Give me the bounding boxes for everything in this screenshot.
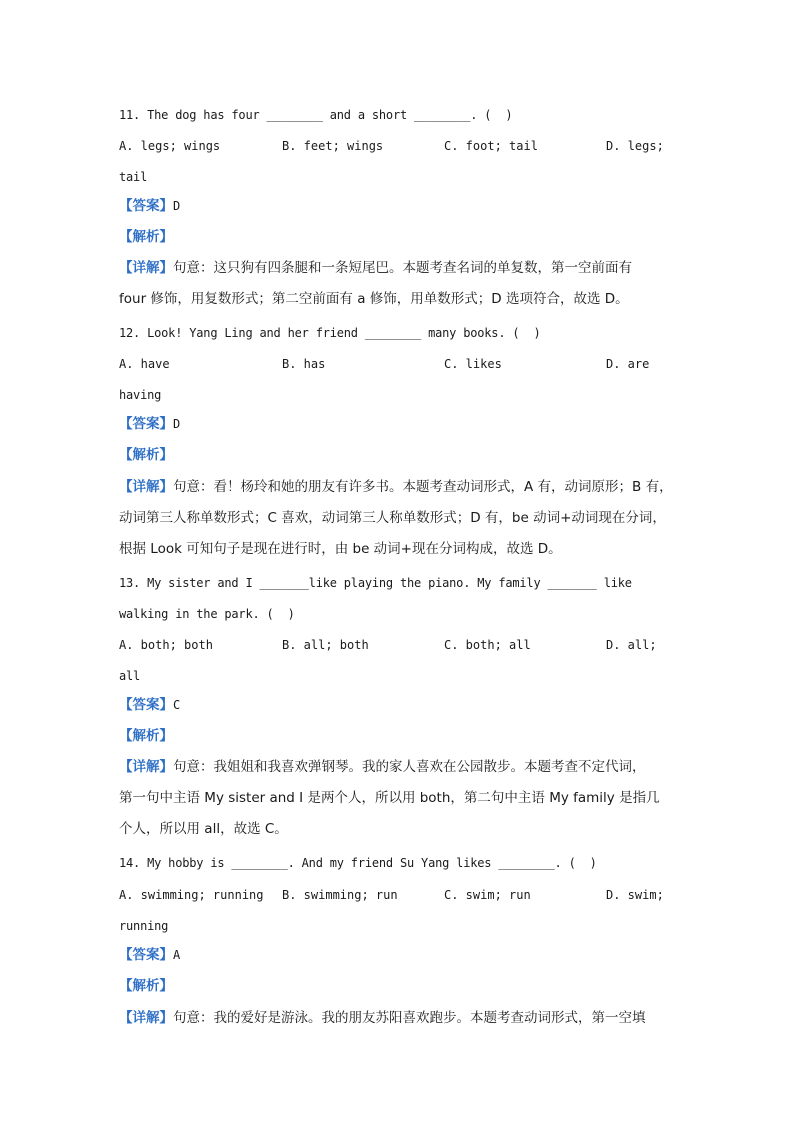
- detail-label: 【详解】: [119, 479, 173, 495]
- question-13-analysis: [119, 727, 173, 746]
- analysis-label: 【解析】: [119, 447, 173, 463]
- question-14-answer: [119, 946, 180, 965]
- answer-value: C: [173, 698, 181, 712]
- analysis-label: 【解析】: [119, 229, 173, 245]
- detail-label: 【详解】: [119, 1010, 173, 1026]
- question-13-detail-line-3: 个人，所以用 all，故选 C。: [119, 821, 288, 837]
- question-14-option-c: C. swim; run: [444, 888, 531, 902]
- question-11-analysis: [119, 228, 173, 247]
- detail-text: 句意：看！杨玲和她的朋友有许多书。本题考查动词形式，A 有，动词原形；B 有，: [173, 479, 673, 495]
- question-12-detail-line-2: 动词第三人称单数形式；C 喜欢，动词第三人称单数形式；D 有，be 动词+动词现在分词，: [119, 510, 666, 526]
- question-14-stem: 14. My hobby is ________. And my friend Su Yang likes ________. ( ): [119, 856, 597, 870]
- detail-text: 句意：我姐姐和我喜欢弹钢琴。我的家人喜欢在公园散步。本题考查不定代词，: [173, 759, 646, 775]
- question-14-option-wrap: running: [119, 919, 169, 933]
- question-12-option-d: D. are: [606, 357, 650, 371]
- detail-text: 句意：我的爱好是游泳。我的朋友苏阳喜欢跑步。本题考查动词形式，第一空填: [173, 1010, 646, 1026]
- answer-value: A: [173, 948, 181, 962]
- question-13-detail-line-2: 第一句中主语 My sister and I 是两个人，所以用 both，第二句中主语 My family 是指几: [119, 790, 660, 806]
- question-12-option-b: B. has: [282, 357, 326, 371]
- answer-label: 【答案】: [119, 198, 173, 214]
- detail-label: 【详解】: [119, 759, 173, 775]
- question-12-option-wrap: having: [119, 388, 162, 402]
- question-12-detail-line-3: 根据 Look 可知句子是现在进行时，由 be 动词+现在分词构成，故选 D。: [119, 541, 562, 557]
- question-14-detail: [119, 1009, 646, 1028]
- answer-label: 【答案】: [119, 416, 173, 432]
- question-13-option-a: A. both; both: [119, 638, 213, 652]
- question-13-answer: [119, 696, 180, 715]
- question-12-option-a: A. have: [119, 357, 170, 371]
- detail-text: 句意：这只狗有四条腿和一条短尾巴。本题考查名词的单复数，第一空前面有: [173, 260, 632, 276]
- question-13-option-wrap: all: [119, 669, 141, 683]
- question-12-analysis: [119, 446, 173, 465]
- answer-value: D: [173, 199, 181, 213]
- question-12-stem: 12. Look! Yang Ling and her friend ________ many books. ( ): [119, 326, 541, 340]
- question-11-answer: [119, 197, 180, 216]
- question-13-stem: 13. My sister and I _______like playing the piano. My family _______ like: [119, 576, 632, 590]
- analysis-label: 【解析】: [119, 728, 173, 744]
- question-12-option-c: C. likes: [444, 357, 502, 371]
- question-13-option-d: D. all;: [606, 638, 657, 652]
- question-11-option-b: B. feet; wings: [282, 139, 384, 153]
- question-11-option-a: A. legs; wings: [119, 139, 221, 153]
- question-13-detail: [119, 758, 646, 777]
- question-14-option-a: A. swimming; running: [119, 888, 264, 902]
- question-13-option-c: C. both; all: [444, 638, 531, 652]
- question-12-detail: [119, 478, 673, 497]
- answer-value: D: [173, 417, 181, 431]
- question-14-option-d: D. swim;: [606, 888, 664, 902]
- answer-label: 【答案】: [119, 947, 173, 963]
- question-14-analysis: [119, 977, 173, 996]
- question-11-stem: 11. The dog has four ________ and a short ________. ( ): [119, 108, 513, 122]
- question-13-stem-line-2: walking in the park. ( ): [119, 607, 295, 621]
- question-12-answer: [119, 415, 180, 434]
- question-14-option-b: B. swimming; run: [282, 888, 398, 902]
- question-11-option-d: D. legs;: [606, 139, 664, 153]
- question-11-option-c: C. foot; tail: [444, 139, 538, 153]
- detail-label: 【详解】: [119, 260, 173, 276]
- question-11-option-wrap: tail: [119, 170, 148, 184]
- analysis-label: 【解析】: [119, 978, 173, 994]
- answer-label: 【答案】: [119, 697, 173, 713]
- question-11-detail-line-2: four 修饰，用复数形式；第二空前面有 a 修饰，用单数形式；D 选项符合，故选 D。: [119, 291, 629, 307]
- question-11-detail: [119, 259, 632, 278]
- question-13-option-b: B. all; both: [282, 638, 369, 652]
